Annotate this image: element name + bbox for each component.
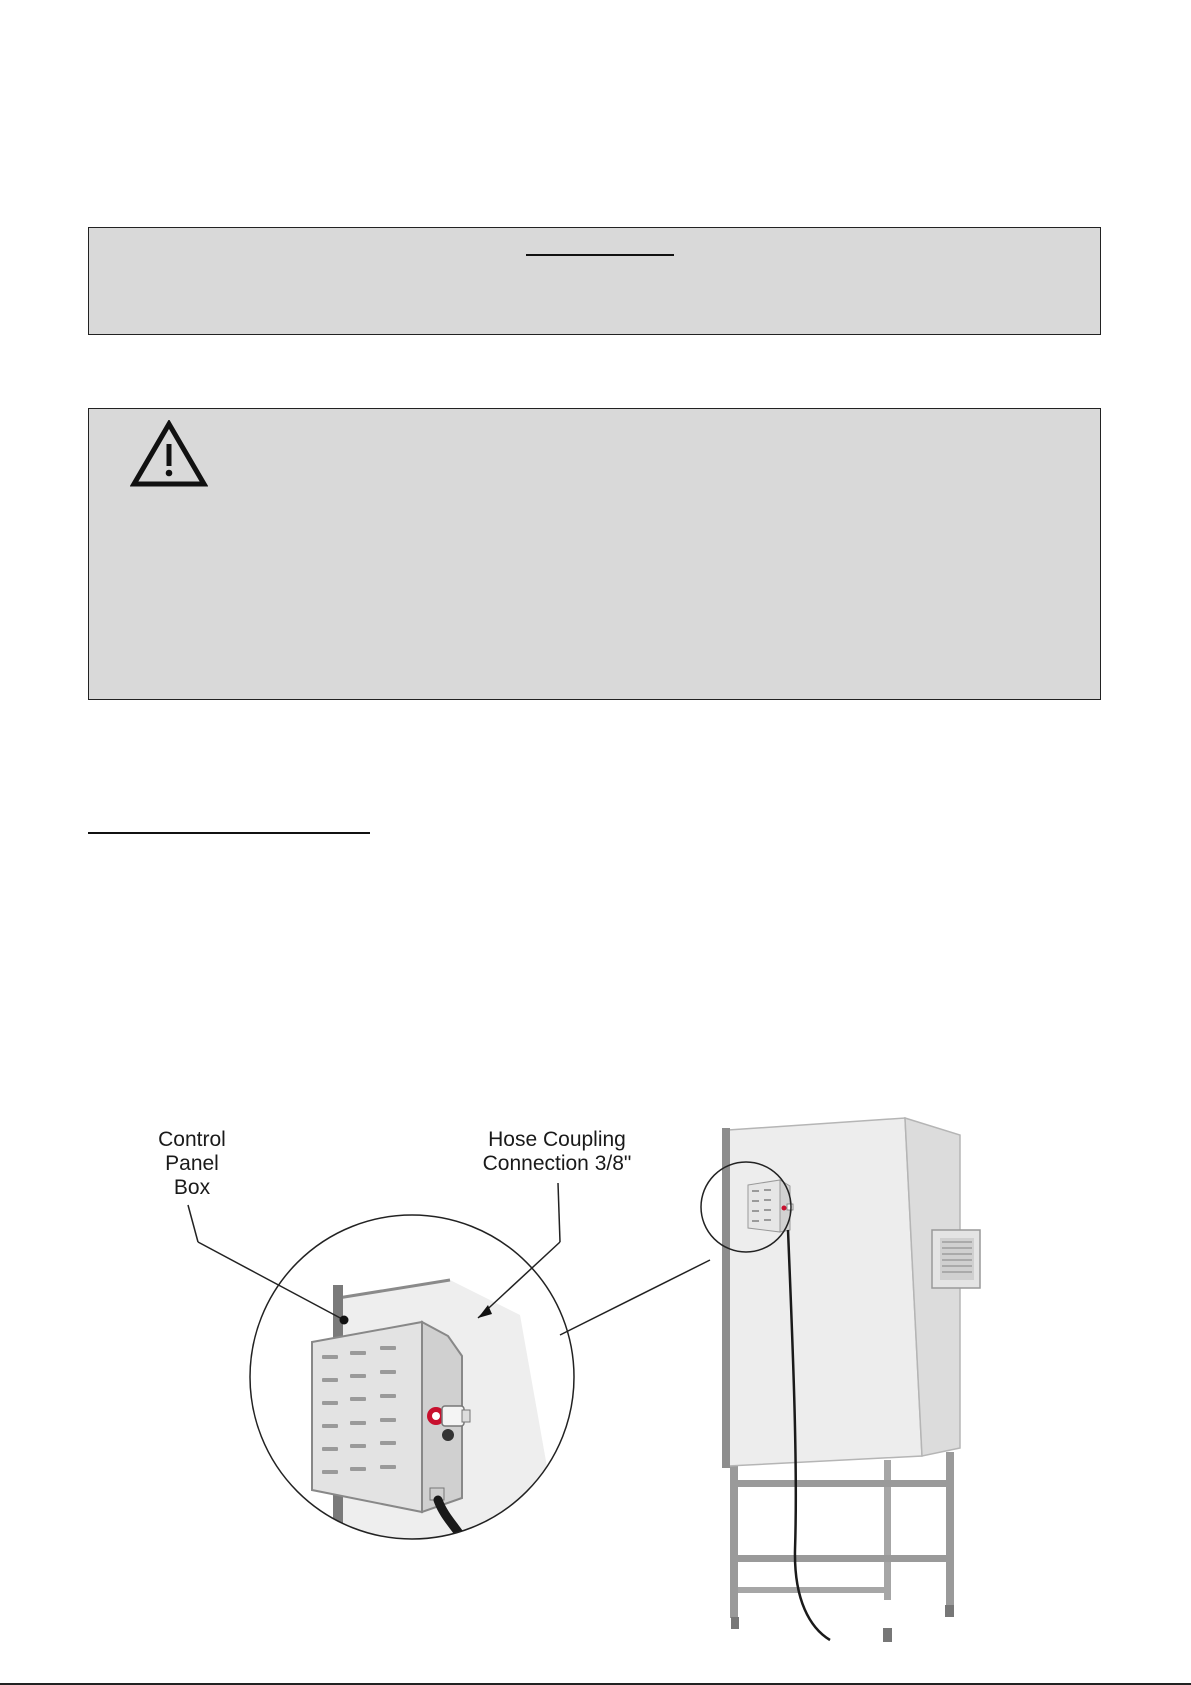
- warning-box: [88, 408, 1101, 700]
- control-panel-figure: [0, 1080, 1191, 1660]
- hose-coupling: [442, 1406, 464, 1426]
- notice-box: [88, 227, 1101, 335]
- control-panel-label-line: Control: [158, 1128, 226, 1151]
- hose-coupling-label-line: Hose Coupling: [488, 1128, 626, 1151]
- hose-coupling-label-line: Connection 3/8": [482, 1152, 632, 1175]
- figure-drawing: [0, 1080, 1191, 1660]
- cabinet-illustration: [701, 1118, 980, 1642]
- control-box-front: [312, 1322, 422, 1512]
- section-heading-rule: [88, 832, 370, 834]
- control-panel-label-line: Panel: [165, 1152, 219, 1175]
- control-panel-label-line: Box: [173, 1176, 211, 1199]
- warning-triangle-icon: [130, 420, 208, 490]
- zoom-detail: [240, 1210, 580, 1555]
- notice-heading-rule: [526, 254, 674, 256]
